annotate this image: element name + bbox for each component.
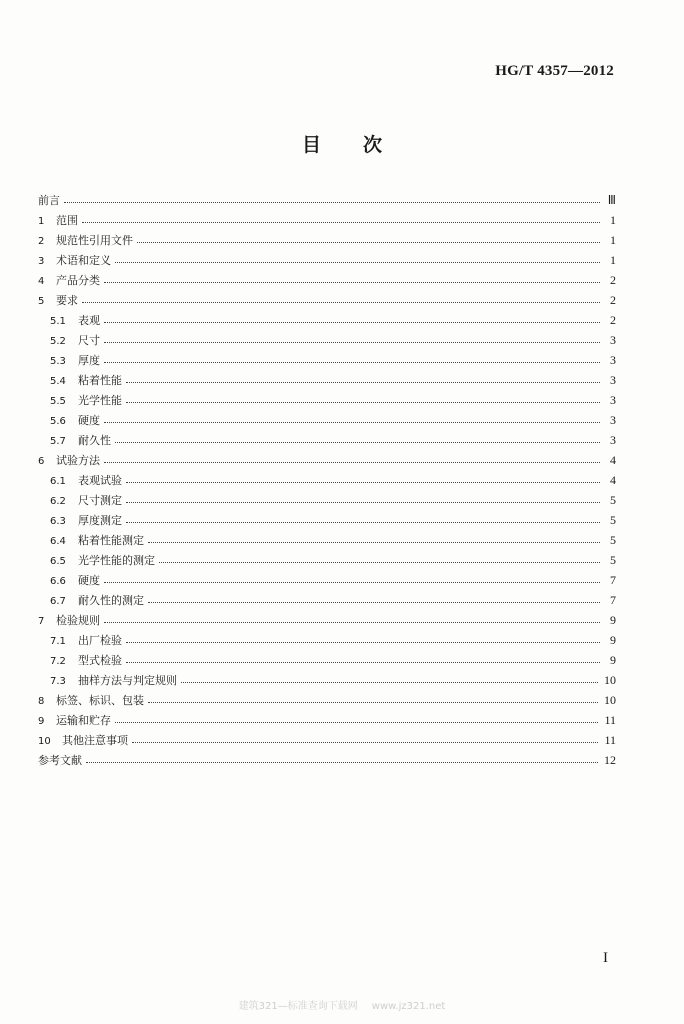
toc-entry-number: 6 [38,456,45,467]
toc-entry-number: 10 [38,736,51,747]
toc-entry-label: 出厂检验 [78,634,122,647]
dot-leader [104,622,600,623]
toc-entry-page: 1 [610,213,616,227]
watermark [0,997,684,1012]
toc-entry-page: 7 [610,593,616,607]
toc-entry[interactable] [38,350,616,370]
toc-entry-page: 10 [604,673,616,687]
toc-entry-label: 硬度 [78,574,100,587]
toc-entry-label: 前言 [38,194,60,207]
toc-entry-label: 抽样方法与判定规则 [78,674,177,687]
toc-entry[interactable] [38,190,616,210]
toc-entry-label: 试验方法 [56,454,100,467]
toc-entry-number: 7.1 [50,636,66,647]
dot-leader [115,722,598,723]
toc-entry-page: 5 [610,493,616,507]
toc-entry[interactable] [38,310,616,330]
standard-code: HG/T 4357—2012 [495,63,614,79]
toc-entry-number: 5.2 [50,336,66,347]
dot-leader [126,402,600,403]
dot-leader [104,342,600,343]
toc-entry[interactable] [38,710,616,730]
toc-entry-label: 尺寸 [78,334,100,347]
toc-entry-number: 5.6 [50,416,66,427]
toc-entry-page: 9 [610,613,616,627]
toc-entry-label: 规范性引用文件 [56,234,133,247]
toc-entry-page: 2 [610,313,616,327]
toc-entry-number: 4 [38,276,45,287]
toc-entry[interactable] [38,470,616,490]
toc-entry-page: 9 [610,633,616,647]
dot-leader [126,662,600,663]
toc-entry[interactable] [38,730,616,750]
toc-entry-page: 10 [604,693,616,707]
toc-entry-page: 7 [610,573,616,587]
toc-entry-page: 11 [604,733,616,747]
toc-entry-page: 4 [610,453,616,467]
dot-leader [82,222,600,223]
toc-entry-label: 厚度 [78,354,100,367]
toc-entry-number: 5.5 [50,396,66,407]
toc-entry-label: 厚度测定 [78,514,122,527]
dot-leader [86,762,598,763]
toc-entry[interactable] [38,610,616,630]
dot-leader [148,602,600,603]
toc-entry-page: 5 [610,553,616,567]
toc-entry-page: Ⅲ [607,193,616,207]
toc-entry-label: 产品分类 [56,274,100,287]
toc-entry-label: 硬度 [78,414,100,427]
toc-entry[interactable] [38,590,616,610]
table-of-contents [38,190,616,770]
toc-title-char-2: 次 [363,134,383,156]
dot-leader [104,322,600,323]
toc-entry-page: 4 [610,473,616,487]
toc-entry-label: 粘着性能 [78,374,122,387]
dot-leader [64,202,600,203]
toc-entry[interactable] [38,270,616,290]
toc-entry-page: 3 [610,393,616,407]
toc-entry-number: 7 [38,616,45,627]
toc-entry[interactable] [38,650,616,670]
toc-entry-number: 6.4 [50,536,66,547]
toc-entry-page: 3 [610,333,616,347]
dot-leader [82,302,600,303]
dot-leader [104,582,600,583]
toc-entry-label: 表观 [78,314,100,327]
toc-entry[interactable] [38,330,616,350]
dot-leader [104,282,600,283]
page-number: I [603,950,608,966]
dot-leader [148,702,598,703]
dot-leader [104,362,600,363]
toc-entry-page: 3 [610,373,616,387]
toc-entry[interactable] [38,490,616,510]
toc-entry-label: 其他注意事项 [62,734,128,747]
toc-entry-label: 表观试验 [78,474,122,487]
toc-entry-label: 耐久性 [78,434,111,447]
toc-entry-number: 9 [38,716,45,727]
toc-title [0,130,684,157]
dot-leader [132,742,598,743]
toc-entry[interactable] [38,390,616,410]
toc-entry-page: 3 [610,433,616,447]
toc-entry-number: 7.3 [50,676,66,687]
dot-leader [159,562,600,563]
toc-entry-page: 3 [610,353,616,367]
toc-entry-label: 范围 [56,214,78,227]
toc-entry-number: 6.2 [50,496,66,507]
toc-entry-page: 5 [610,533,616,547]
toc-entry-label: 术语和定义 [56,254,111,267]
toc-entry-number: 6.3 [50,516,66,527]
dot-leader [104,462,600,463]
toc-entry[interactable] [38,690,616,710]
dot-leader [115,442,600,443]
toc-entry[interactable] [38,670,616,690]
toc-entry[interactable] [38,550,616,570]
toc-entry-label: 光学性能 [78,394,122,407]
toc-entry[interactable] [38,630,616,650]
toc-entry-number: 3 [38,256,45,267]
toc-entry[interactable] [38,370,616,390]
toc-entry-number: 5.4 [50,376,66,387]
toc-entry-number: 7.2 [50,656,66,667]
toc-entry[interactable] [38,410,616,430]
toc-entry-label: 尺寸测定 [78,494,122,507]
toc-entry-number: 5 [38,296,45,307]
toc-entry-label: 粘着性能测定 [78,534,144,547]
toc-entry-page: 1 [610,253,616,267]
dot-leader [115,262,600,263]
toc-entry-label: 运输和贮存 [56,714,111,727]
toc-entry-number: 6.5 [50,556,66,567]
toc-entry-label: 型式检验 [78,654,122,667]
dot-leader [126,502,600,503]
toc-entry-number: 5.7 [50,436,66,447]
toc-title-char-1: 目 [301,134,321,156]
toc-entry[interactable] [38,250,616,270]
toc-entry-number: 6.7 [50,596,66,607]
toc-entry-page: 12 [604,753,616,767]
dot-leader [104,422,600,423]
toc-entry[interactable] [38,290,616,310]
dot-leader [181,682,598,683]
toc-entry-label: 要求 [56,294,78,307]
toc-entry-page: 11 [604,713,616,727]
toc-entry-label: 光学性能的测定 [78,554,155,567]
dot-leader [126,642,600,643]
toc-entry-page: 5 [610,513,616,527]
watermark-url: www.jz321.net [371,1001,446,1012]
dot-leader [126,382,600,383]
toc-entry[interactable] [38,510,616,530]
dot-leader [148,542,600,543]
toc-entry-number: 2 [38,236,45,247]
toc-entry-number: 6.6 [50,576,66,587]
toc-entry[interactable] [38,230,616,250]
toc-entry-number: 5.3 [50,356,66,367]
toc-entry-page: 3 [610,413,616,427]
dot-leader [126,522,600,523]
dot-leader [126,482,600,483]
toc-entry-page: 9 [610,653,616,667]
toc-entry[interactable] [38,570,616,590]
toc-entry[interactable] [38,210,616,230]
toc-entry-page: 2 [610,273,616,287]
toc-entry[interactable] [38,530,616,550]
toc-entry[interactable] [38,450,616,470]
toc-entry-number: 5.1 [50,316,66,327]
toc-entry-page: 1 [610,233,616,247]
dot-leader [137,242,600,243]
toc-entry-number: 8 [38,696,45,707]
toc-entry-label: 检验规则 [56,614,100,627]
toc-entry-number: 6.1 [50,476,66,487]
toc-entry-label: 参考文献 [38,754,82,767]
watermark-site-name: 建筑321—标准查询下载网 [238,1001,358,1012]
toc-entry-number: 1 [38,216,45,227]
toc-entry-label: 标签、标识、包装 [56,694,144,707]
toc-entry-label: 耐久性的测定 [78,594,144,607]
toc-entry[interactable] [38,750,616,770]
toc-entry[interactable] [38,430,616,450]
toc-entry-page: 2 [610,293,616,307]
